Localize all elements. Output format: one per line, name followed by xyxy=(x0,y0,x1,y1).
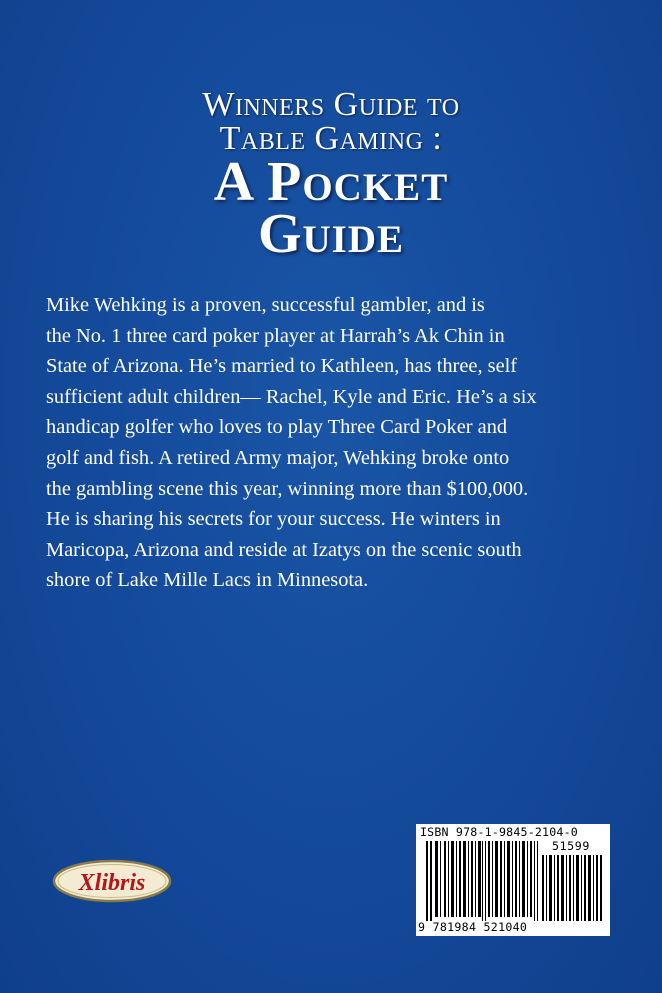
blurb-line: the No. 1 three card poker player at Harrah’s Ak Chin in xyxy=(46,324,505,347)
bar xyxy=(537,841,538,921)
title-line-4: Guide xyxy=(257,203,405,265)
xlibris-logo xyxy=(52,858,172,904)
bar xyxy=(519,841,520,917)
cover-title xyxy=(0,86,662,265)
blurb-line: State of Arizona. He’s married to Kathleen, has three, self xyxy=(46,355,518,378)
bar xyxy=(512,841,513,917)
isbn-label: ISBN 978-1-9845-2104-0 xyxy=(420,825,578,839)
bar xyxy=(504,841,505,917)
bar xyxy=(471,841,473,917)
bar xyxy=(573,855,574,921)
bar xyxy=(459,841,461,917)
bar xyxy=(440,841,441,917)
price-addon: 51599 xyxy=(552,839,590,853)
bar xyxy=(430,841,432,921)
bar xyxy=(546,855,547,921)
blurb-line: handicap golfer who loves to play Three Card Poker and xyxy=(46,416,508,439)
ean-digits: 9 781984 521040 xyxy=(418,920,528,934)
blurb-line: Mike Wehking is a proven, successful gambler, and is xyxy=(46,294,485,316)
bar xyxy=(448,841,449,917)
bar xyxy=(451,841,454,917)
bar xyxy=(500,841,502,917)
title-line-1: Winners Guide to xyxy=(202,86,460,123)
bar xyxy=(593,855,594,921)
bar xyxy=(584,855,586,921)
bar xyxy=(485,841,486,921)
bar xyxy=(522,841,525,917)
bar xyxy=(482,841,483,921)
bar xyxy=(515,841,517,917)
blurb-line: sufficient adult children— Rachel, Kyle and Eric. He’s a six xyxy=(46,385,537,408)
bar xyxy=(566,855,567,921)
bar xyxy=(507,841,510,917)
barcode-bars xyxy=(420,841,606,921)
blurb-line: the gambling scene this year, winning more than $100,000. xyxy=(46,477,529,500)
title-line-2: Table Gaming : xyxy=(219,120,443,157)
bar xyxy=(542,855,544,921)
bar xyxy=(444,841,446,917)
author-blurb xyxy=(46,290,620,596)
bar xyxy=(569,855,571,921)
bar xyxy=(426,841,428,921)
bar xyxy=(456,841,457,917)
bar xyxy=(530,841,532,917)
bar xyxy=(495,841,498,917)
blurb-line: shore of Lake Mille Lacs in Minnesota. xyxy=(46,569,369,592)
bar xyxy=(435,841,438,917)
bar xyxy=(534,841,535,921)
bar xyxy=(475,841,476,917)
bar xyxy=(527,841,528,917)
bar xyxy=(596,855,598,921)
bar xyxy=(588,855,591,921)
bar xyxy=(581,855,582,921)
title-line-3: A Pocket xyxy=(213,151,449,213)
bar xyxy=(554,855,555,921)
bar xyxy=(478,841,481,917)
bar xyxy=(557,855,559,921)
bar xyxy=(600,855,602,921)
bar xyxy=(549,855,552,921)
bar xyxy=(561,855,564,921)
bar xyxy=(488,841,490,917)
blurb-line: He is sharing his secrets for your success. He winters in xyxy=(46,508,501,531)
logo-text: Xlibris xyxy=(78,870,146,896)
blurb-line: golf and fish. A retired Army major, Wehking broke onto xyxy=(46,446,510,469)
isbn-barcode xyxy=(416,824,610,936)
bar xyxy=(492,841,493,917)
blurb-line: Maricopa, Arizona and reside at Izatys on the scenic south xyxy=(46,538,522,561)
bar xyxy=(463,841,466,917)
bar xyxy=(468,841,469,917)
bar xyxy=(576,855,579,921)
